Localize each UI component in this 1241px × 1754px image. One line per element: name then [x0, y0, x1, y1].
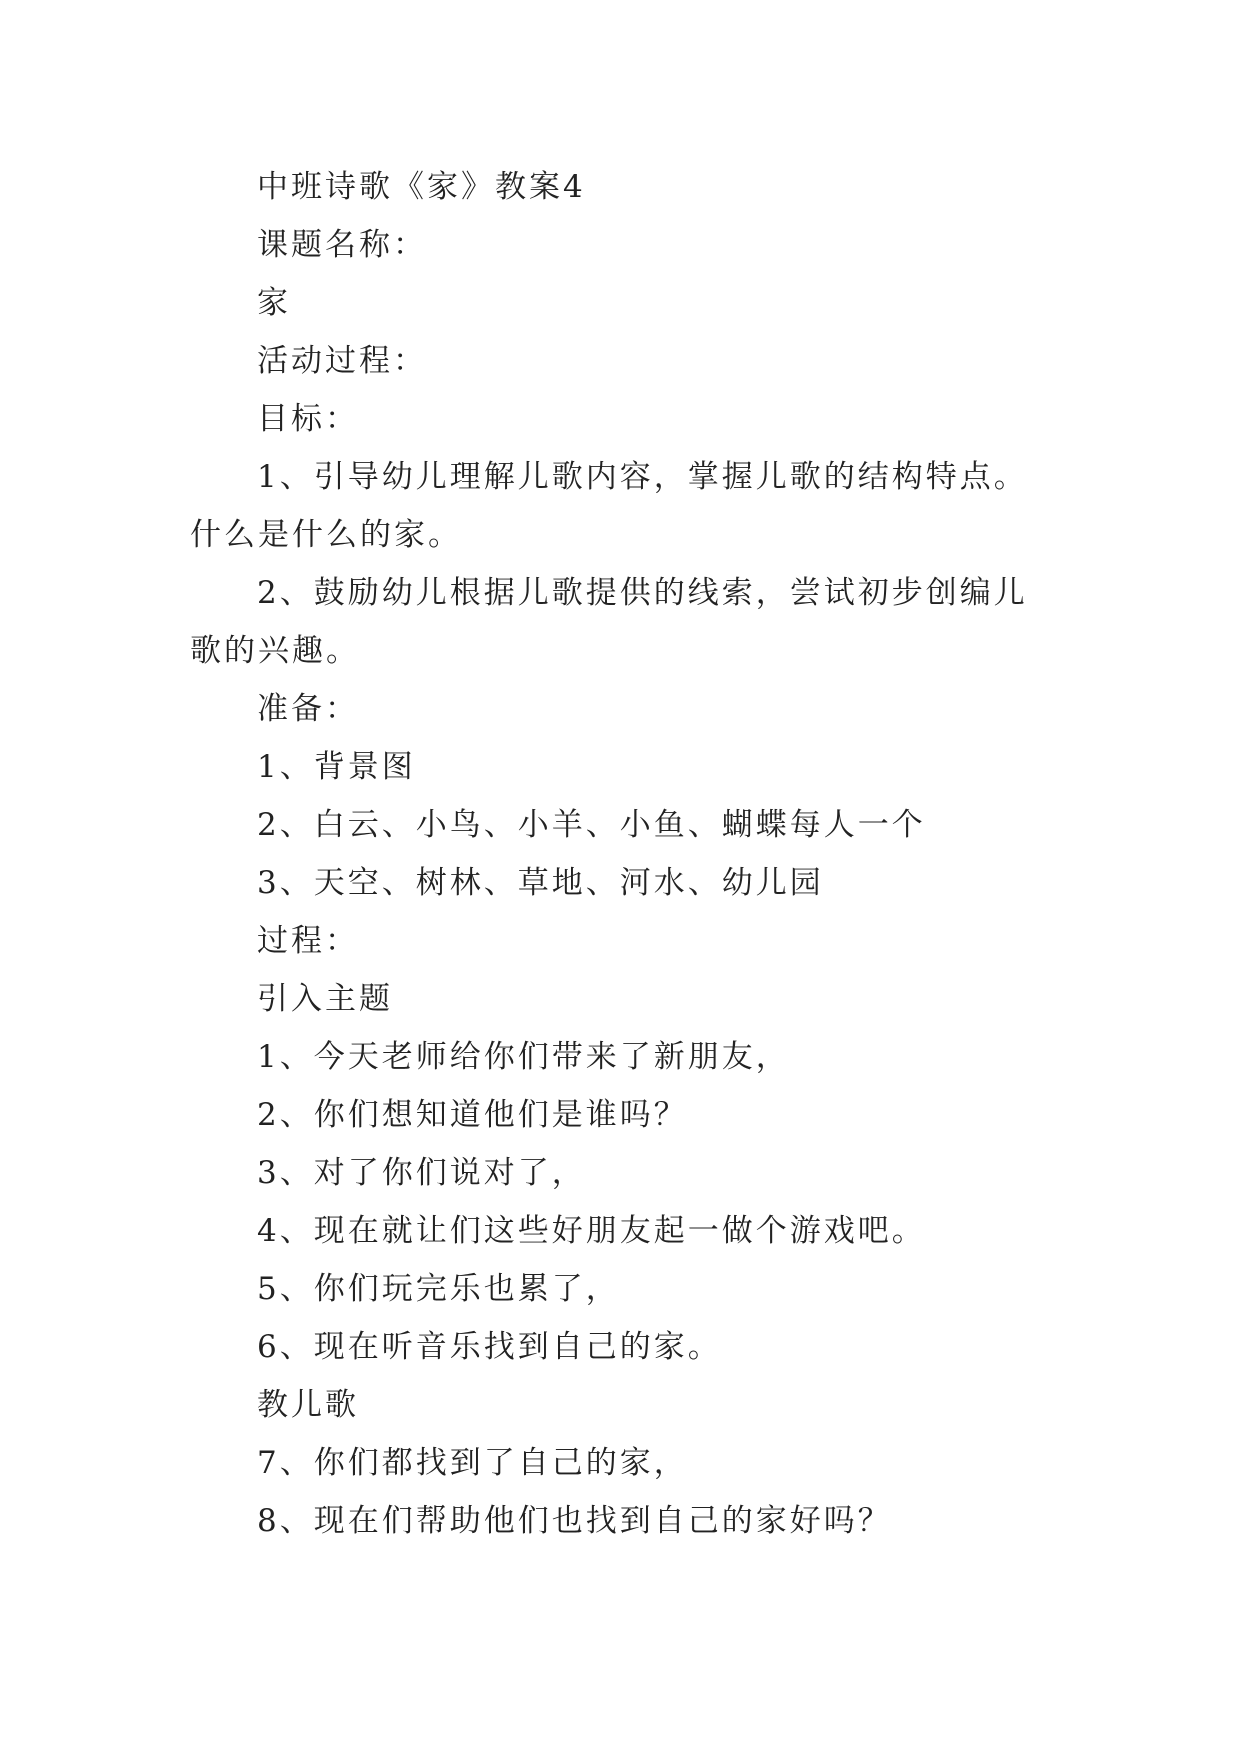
teach-step: 8、现在们帮助他们也找到自己的家好吗？ [257, 1503, 892, 1539]
prep-item: 2、白云、小鸟、小羊、小鱼、蝴蝶每人一个 [257, 807, 926, 843]
prep-item: 3、天空、树林、草地、河水、幼儿园 [257, 865, 824, 901]
intro-step: 2、你们想知道他们是谁吗？ [257, 1097, 688, 1133]
activity-process-label: 活动过程： [257, 343, 427, 379]
intro-step: 3、对了你们说对了， [257, 1155, 586, 1191]
subject-label: 课题名称： [257, 227, 427, 263]
process-heading: 过程： [257, 923, 359, 959]
document-title: 中班诗歌《家》教案4 [257, 169, 586, 205]
subject-value: 家 [257, 285, 291, 321]
intro-step: 6、现在听音乐找到自己的家。 [257, 1329, 722, 1365]
goals-label: 目标： [257, 401, 359, 437]
teach-heading: 教儿歌 [257, 1387, 359, 1423]
goal-item: 2、鼓励幼儿根据儿歌提供的线索，尝试初步创编儿歌的兴趣。 [190, 575, 1028, 669]
document-body [190, 158, 1060, 1550]
intro-step: 4、现在就让们这些好朋友起一做个游戏吧。 [257, 1213, 926, 1249]
goal-item: 1、引导幼儿理解儿歌内容，掌握儿歌的结构特点。什么是什么的家。 [190, 459, 1028, 553]
teach-step: 7、你们都找到了自己的家， [257, 1445, 688, 1481]
prep-item: 1、背景图 [257, 749, 416, 785]
intro-step: 1、今天老师给你们带来了新朋友， [257, 1039, 790, 1075]
intro-step: 5、你们玩完乐也累了， [257, 1271, 620, 1307]
intro-heading: 引入主题 [257, 981, 393, 1017]
prep-heading: 准备： [257, 691, 359, 727]
